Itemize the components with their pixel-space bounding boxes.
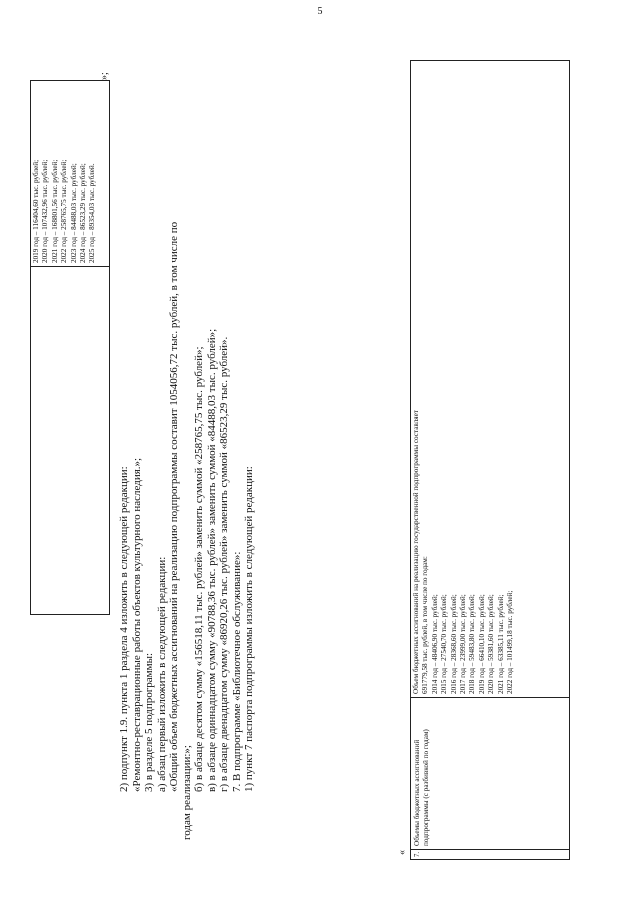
paragraph: годам реализации:»; <box>180 745 193 840</box>
table-line: 2019 год – 116404,60 тыс. рублей; <box>32 159 40 263</box>
table-line: Объем бюджетных ассигнований на реализацию государственной подпрограммы составляет <box>412 410 420 694</box>
table-line: 2020 год – 107432,96 тыс. рублей; <box>41 159 50 263</box>
table-line: 2014 год – 48406,90 тыс. рублей; <box>430 594 439 694</box>
row-values-cell <box>411 61 569 697</box>
table-line: 2018 год – 59483,80 тыс. рублей; <box>468 594 477 694</box>
paragraph: 2) подпункт 1.9. пункта 1 раздела 4 изложить в следующей редакции: <box>118 466 130 792</box>
table-line: 2024 год – 86523,29 тыс. рублей; <box>79 163 88 263</box>
opening-quote: « <box>397 850 408 855</box>
closing-quote: »; <box>99 72 110 80</box>
table-line: 2021 год – 63385,11 тыс. рублей; <box>496 594 505 694</box>
paragraph: в) в абзаце одиннадцатом сумму «90788,36 тыс. рублей» заменить суммой «84488,03 тыс. рублей»; <box>205 328 218 792</box>
table-line: 2025 год – 89354,03 тыс. рублей. <box>88 163 97 263</box>
table-line: 691779,58 тыс. рублей, в том числе по годам: <box>421 556 430 694</box>
paragraph: 1) пункт 7 паспорта подпрограммы изложить в следующей редакции: <box>243 466 255 792</box>
body-text <box>118 70 256 840</box>
paragraph: а) абзац первый изложить в следующей редакции: <box>155 556 168 792</box>
table-line: 2016 год – 28368,60 тыс. рублей; <box>449 594 458 694</box>
table-line: 2023 год – 84488,03 тыс. рублей; <box>69 163 78 263</box>
table-line: 2015 год – 27540,70 тыс. рублей; <box>440 594 449 694</box>
table-line: 2021 год – 168801,56 тыс. рублей; <box>50 159 59 263</box>
paragraph: б) в абзаце десятом сумму «156518,11 тыс. рублей» заменить суммой «258765,75 тыс. рублей»; <box>193 346 205 792</box>
bottom-table <box>410 60 570 860</box>
table-line: 2022 год – 258765,75 тыс. рублей; <box>60 159 69 263</box>
page-number: 5 <box>317 6 323 17</box>
table-line: 2020 год – 59381,60 тыс. рублей; <box>487 594 496 694</box>
paragraph: 3) в разделе 5 подпрограммы: <box>143 652 155 792</box>
table-line: 2017 год – 23999,00 тыс. рублей; <box>459 594 468 694</box>
top-table-label-cell <box>31 266 109 614</box>
top-table <box>30 80 110 615</box>
row-label-cell: Объемы бюджетных ассигнований подпрограммы (с разбивкой по годам) <box>411 697 569 849</box>
paragraph: «Общий объем бюджетных ассигнований на реализацию подпрограммы составит 1054056,72 тыс. рублей, в том числе по <box>168 221 180 792</box>
rotated-page-content <box>0 60 640 860</box>
paragraph: «Ремонтно-реставрационные работы объектов культурного наследия.»; <box>130 457 143 792</box>
row-number-cell: 7. <box>411 849 569 859</box>
top-table-values-cell <box>31 81 109 266</box>
paragraph: 7. В подпрограмме «Библиотечное обслуживание»: <box>230 551 243 792</box>
table-line: 2022 год – 101499,18 тыс. рублей; <box>506 590 515 694</box>
table-line: 2019 год – 66410,10 тыс. рублей; <box>477 594 486 694</box>
paragraph: г) в абзаце двенадцатом сумму «86920,26 тыс. рублей» заменить суммой «86523,29 тыс. рублей». <box>218 336 230 792</box>
